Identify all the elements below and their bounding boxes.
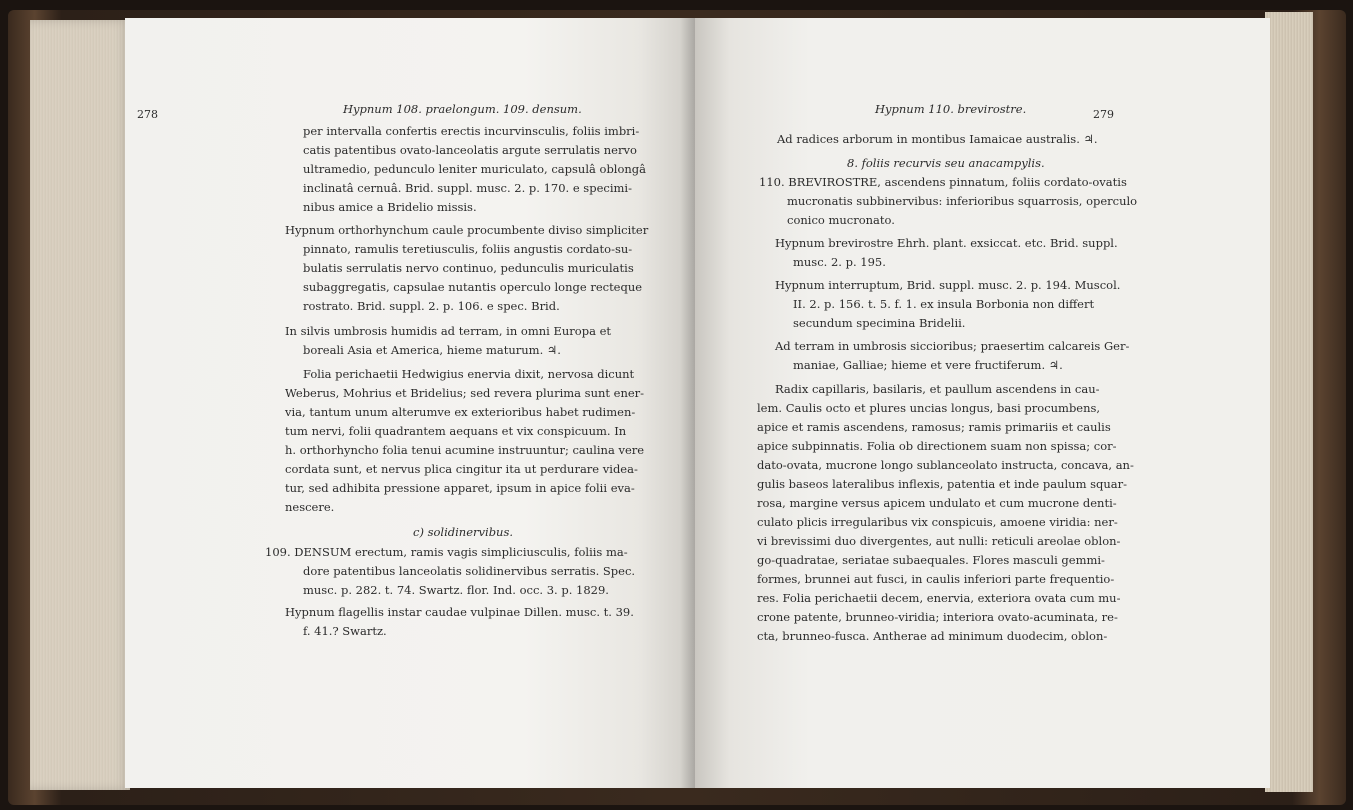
text-line: lem. Caulis octo et plures uncias longus, basi procumbens, bbox=[757, 401, 1101, 415]
text-line: nibus amice a Bridelio missis. bbox=[303, 200, 477, 214]
text-line: ultramedio, pedunculo leniter muriculato, capsulâ oblongâ bbox=[303, 162, 647, 176]
section-heading: 8. foliis recurvis seu anacampylis. bbox=[847, 156, 1045, 170]
text-line: catis patentibus ovato-lanceolatis argute serrulatis nervo bbox=[303, 143, 637, 157]
page-number: 279 bbox=[1093, 108, 1114, 121]
text-line: Folia perichaetii Hedwigius enervia dixit, nervosa dicunt bbox=[303, 367, 635, 381]
running-header: Hypnum 108. praelongum. 109. densum. bbox=[343, 102, 582, 116]
text-line: dore patentibus lanceolatis solidinervibus serratis. Spec. bbox=[303, 564, 636, 578]
text-line: res. Folia perichaetii decem, enervia, exteriora ovata cum mu- bbox=[757, 591, 1121, 605]
text-line: tum nervi, folii quadrantem aequans et vix conspicuum. In bbox=[285, 424, 627, 438]
text-line: bulatis serrulatis nervo continuo, pedunculis muriculatis bbox=[303, 261, 634, 275]
text-line: f. 41.? Swartz. bbox=[303, 624, 387, 638]
text-line: conico mucronato. bbox=[787, 213, 895, 227]
text-line: Radix capillaris, basilaris, et paullum ascendens in cau- bbox=[775, 382, 1100, 396]
text-line: subaggregatis, capsulae nutantis operculo longe recteque bbox=[303, 280, 643, 294]
text-line: 109. DENSUM erectum, ramis vagis simpliciusculis, foliis ma- bbox=[265, 545, 628, 559]
text-line: dato-ovata, mucrone longo sublanceolato instructa, concava, an- bbox=[757, 458, 1134, 472]
text-line: rostrato. Brid. suppl. 2. p. 106. e spec. Brid. bbox=[303, 299, 560, 313]
right-page bbox=[695, 18, 1270, 788]
text-line: go-quadratae, seriatae subaequales. Flores masculi gemmi- bbox=[757, 553, 1105, 567]
text-line: Ad radices arborum in montibus Iamaicae australis. ♃. bbox=[777, 132, 1098, 146]
text-line: cordata sunt, et nervus plica cingitur ita ut perdurare videa- bbox=[285, 462, 638, 476]
text-line: mucronatis subbinervibus: inferioribus squarrosis, operculo bbox=[787, 194, 1138, 208]
text-line: Hypnum brevirostre Ehrh. plant. exsiccat. etc. Brid. suppl. bbox=[775, 236, 1118, 250]
text-line: boreali Asia et America, hieme maturum. ♃. bbox=[303, 343, 561, 357]
text-line: apice et ramis ascendens, ramosus; ramis primariis et caulis bbox=[757, 420, 1111, 434]
section-heading: c) solidinervibus. bbox=[413, 525, 514, 539]
text-line: Hypnum interruptum, Brid. suppl. musc. 2. p. 194. Muscol. bbox=[775, 278, 1121, 292]
text-line: Weberus, Mohrius et Bridelius; sed revera plurima sunt ener- bbox=[285, 386, 645, 400]
text-line: pinnato, ramulis teretiusculis, foliis angustis cordato-su- bbox=[303, 242, 633, 256]
text-line: 110. BREVIROSTRE, ascendens pinnatum, foliis cordato-ovatis bbox=[759, 175, 1127, 189]
text-line: cta, brunneo-fusca. Antherae ad minimum duodecim, oblon- bbox=[757, 629, 1108, 643]
page-number: 278 bbox=[137, 108, 158, 121]
text-line: culato plicis irregularibus vix conspicuis, amoene viridia: ner- bbox=[757, 515, 1118, 529]
left-page bbox=[125, 18, 695, 788]
text-line: gulis baseos lateralibus inflexis, patentia et inde paulum squar- bbox=[757, 477, 1128, 491]
text-line: musc. p. 282. t. 74. Swartz. flor. Ind. occ. 3. p. 1829. bbox=[303, 583, 609, 597]
text-line: vi brevissimi duo divergentes, aut nulli: reticuli areolae oblon- bbox=[757, 534, 1121, 548]
text-line: II. 2. p. 156. t. 5. f. 1. ex insula Borbonia non differt bbox=[793, 297, 1095, 311]
text-line: secundum specimina Bridelii. bbox=[793, 316, 966, 330]
text-line: apice subpinnatis. Folia ob directionem suam non spissa; cor- bbox=[757, 439, 1117, 453]
text-line: crone patente, brunneo-viridia; interiora ovato-acuminata, re- bbox=[757, 610, 1118, 624]
text-line: formes, brunnei aut fusci, in caulis inferiori parte frequentio- bbox=[757, 572, 1115, 586]
text-line: via, tantum unum alterumve ex exterioribus habet rudimen- bbox=[285, 405, 636, 419]
page-edges-right bbox=[1265, 12, 1313, 792]
text-line: Ad terram in umbrosis siccioribus; praesertim calcareis Ger- bbox=[775, 339, 1130, 353]
text-line: In silvis umbrosis humidis ad terram, in omni Europa et bbox=[285, 324, 612, 338]
text-line: h. orthorhyncho folia tenui acumine instruuntur; caulina vere bbox=[285, 443, 645, 457]
text-line: rosa, margine versus apicem undulato et cum mucrone denti- bbox=[757, 496, 1117, 510]
text-line: Hypnum flagellis instar caudae vulpinae Dillen. musc. t. 39. bbox=[285, 605, 634, 619]
text-line: Hypnum orthorhynchum caule procumbente diviso simpliciter bbox=[285, 223, 649, 237]
text-line: musc. 2. p. 195. bbox=[793, 255, 886, 269]
running-header: Hypnum 110. brevirostre. bbox=[875, 102, 1027, 116]
text-line: per intervalla confertis erectis incurvinsculis, foliis imbri- bbox=[303, 124, 640, 138]
text-line: nescere. bbox=[285, 500, 335, 514]
text-line: tur, sed adhibita pressione apparet, ipsum in apice folii eva- bbox=[285, 481, 635, 495]
text-line: maniae, Galliae; hieme et vere fructiferum. ♃. bbox=[793, 358, 1063, 372]
text-line: inclinatâ cernuâ. Brid. suppl. musc. 2. p. 170. e specimi- bbox=[303, 181, 632, 195]
page-edges-left bbox=[30, 20, 130, 790]
